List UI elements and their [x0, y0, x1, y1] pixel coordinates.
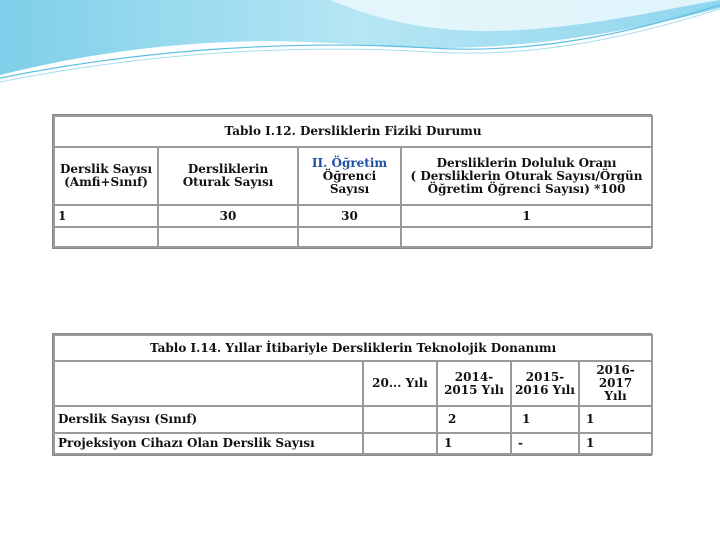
table-cell — [54, 227, 158, 247]
year-header — [511, 361, 579, 406]
header-line: (Amfi+Sınıf) — [64, 175, 148, 189]
header-oturak-sayisi — [158, 147, 298, 205]
header-line: Derslik Sayısı — [59, 162, 152, 176]
header-line: Oturak Sayısı — [182, 175, 274, 189]
header-line: Sayısı — [329, 181, 370, 196]
header-line: 2015- — [525, 369, 565, 384]
table-cell: - — [511, 433, 579, 454]
header-line: Yılı — [604, 389, 627, 404]
year-header — [579, 361, 652, 406]
header-derslik-sayisi — [54, 147, 158, 205]
table-title: Tablo I.12. Dersliklerin Fiziki Durumu — [54, 116, 652, 147]
header-wave-banner — [0, 0, 720, 90]
header-line: Öğretim Öğrenci Sayısı) *100 — [427, 181, 626, 196]
header-doluluk-orani — [401, 147, 652, 205]
table-cell: 1 — [511, 406, 579, 432]
row-label: Projeksiyon Cihazı Olan Derslik Sayısı — [54, 433, 363, 454]
table-cell: 30 — [298, 205, 401, 227]
table-title: Tablo I.14. Yıllar İtibariyle Dersliklerin Teknolojik Donanımı — [54, 335, 652, 361]
table-cell — [54, 361, 363, 406]
table-cell: 1 — [579, 406, 652, 432]
table-cell — [401, 227, 652, 247]
header-line: Öğrenci — [322, 168, 377, 183]
table-cell: 1 — [579, 433, 652, 454]
year-header — [437, 361, 511, 406]
table-teknolojik-donanim — [52, 333, 652, 456]
header-ogrenci-sayisi — [298, 147, 401, 205]
table-cell: 1 — [437, 433, 511, 454]
table-cell: 1 — [401, 205, 652, 227]
table-fiziki-durum — [52, 114, 652, 249]
header-line: Dersliklerin — [187, 162, 269, 176]
header-line: 2015 Yılı — [444, 382, 504, 397]
header-line: 2016 Yılı — [515, 382, 575, 397]
header-line: II. Öğretim — [311, 155, 388, 170]
header-line: 20... Yılı — [372, 376, 428, 391]
header-line: Dersliklerin Doluluk Oranı — [436, 155, 617, 170]
year-header — [363, 361, 437, 406]
header-line: 2017 — [598, 376, 633, 391]
row-label: Derslik Sayısı (Sınıf) — [54, 406, 363, 432]
header-line: ( Dersliklerin Oturak Sayısı/Örgün — [410, 168, 643, 183]
table-cell — [158, 227, 298, 247]
table-cell: 30 — [158, 205, 298, 227]
header-line: 2016- — [596, 363, 635, 378]
table-cell: 1 — [54, 205, 158, 227]
table-cell: 2 — [437, 406, 511, 432]
table-cell — [363, 406, 437, 432]
header-line: 2014- — [454, 369, 494, 384]
table-cell — [363, 433, 437, 454]
table-cell — [298, 227, 401, 247]
